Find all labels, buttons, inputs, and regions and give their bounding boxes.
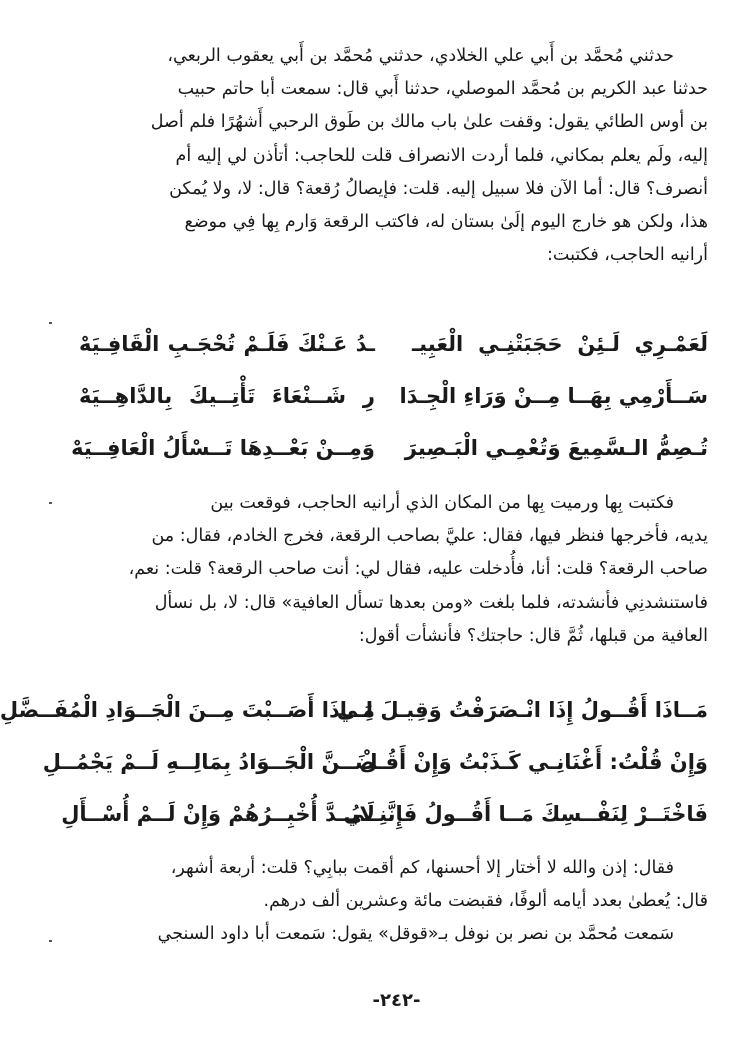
text-line: سَمعت مُحمَّد بن نصر بن نوفل بـ«قوقل» يقول: سَمعت أبا داود السنجي bbox=[157, 924, 674, 945]
text-line: فاستنشدنِي فأنشدته، فلما بلغت «ومن بعدها تسأل العافية» قال: لا، بل نسأل bbox=[154, 592, 708, 613]
text-line: فقال: إذن والله لا أختار إلا أحسنها، كم أقمت ببابِي؟ قلت: أربعة أشهر، bbox=[170, 858, 674, 878]
verse-first-hemistich: وَإِنْ قُلْتُ: أَغْنَانِـي كَـذَبْتُ وَإِنْ أَقُـلْ bbox=[359, 750, 708, 774]
verse-first-hemistich: مَــاذَا أَقُــولُ إِذَا انْـصَرَفْتُ وَقِيـلَ لِـي bbox=[336, 698, 708, 722]
text-line: قال: يُعطىٰ بعدد أيامه ألوفًا، فقبضت مائة وعشرين ألف درهم. bbox=[263, 891, 708, 912]
verse-line bbox=[71, 426, 708, 478]
verse-line bbox=[0, 688, 708, 740]
narration-paragraph-3 bbox=[79, 852, 708, 952]
verse-first-hemistich: لَعَمْـرِي لَـئِنْ حَجَبَتْنِـي الْعَبِيـ bbox=[412, 332, 708, 356]
verse-second-hemistich: مَــاذَا أَصَــبْتَ مِــنَ الْجَــوَادِ الْمُفَــضَّلِ bbox=[0, 698, 375, 722]
poem-1 bbox=[71, 322, 708, 478]
verse-first-hemistich: تُـصِمُّ الـسَّمِيعَ وَتُعْمِـي الْبَـصِيرَ bbox=[404, 436, 708, 460]
verse-second-hemistich: لَابُــدَّ أُخْبِــرُهُمْ وَإِنْ لَــمْ أُسْــأَلِ bbox=[61, 802, 375, 826]
page-number: -٢٤٢- bbox=[372, 990, 421, 1011]
text-line: حدثني مُحمَّد بن أَبي علي الخلادي، حدثني مُحمَّد بن أَبي يعقوب الربعي، bbox=[167, 46, 674, 66]
text-line: العافية من قبلها، ثُمَّ قال: حاجتك؟ فأنشأت أقول: bbox=[358, 625, 708, 646]
verse-second-hemistich: وَمِــنْ بَعْــدِهَا تَــسْأَلُ الْعَافِــيَهْ bbox=[71, 436, 375, 460]
margin-mark bbox=[49, 502, 52, 504]
text-line: بن أوس الطائي يقول: وقفت علىٰ باب مالك بن طَوق الرحبي أَشهُرًا فلم أصل bbox=[150, 112, 708, 133]
text-line: حدثنا عبد الكريم بن مُحمَّد الموصلي، حدثنا أَبي قال: سمعت أبا حاتم حبيب bbox=[177, 79, 708, 100]
text-line: فكتبت بِها ورميت بِها من المكان الذي أرانيه الحاجب، فوقعت بين bbox=[210, 493, 674, 513]
verse-line bbox=[79, 374, 708, 426]
margin-mark bbox=[49, 940, 52, 942]
verse-line bbox=[61, 792, 708, 844]
verse-first-hemistich: فَاخْتَــرْ لِنَفْــسِكَ مَــا أَقُــولُ فَإِنَّنِــي bbox=[343, 802, 708, 826]
text-line: صاحب الرقعة؟ قلت: أنا، فأُدخلت عليه، فقال لي: أنت صاحب الرقعة؟ قلت: نعم، bbox=[128, 559, 708, 580]
verse-line bbox=[42, 740, 708, 792]
verse-line bbox=[79, 322, 708, 374]
verse-first-hemistich: سَــأَرْمِي بِهَــا مِــنْ وَرَاءِ الْجِـدَا bbox=[399, 384, 708, 408]
verse-second-hemistich: ـدُ عَـنْكَ فَلَـمْ تُحْجَـبِ الْقَافِـيَهْ bbox=[79, 332, 375, 356]
margin-mark bbox=[49, 322, 52, 324]
text-line: إليه، ولَم يعلم بمكاني، فلما أردت الانصراف قلت للحاجب: أتأذن لي إليه أم bbox=[175, 145, 708, 166]
text-line: يديه، فأخرجها فنظر فيها، فقال: عليَّ بصاحب الرقعة، فخرج الخادم، فقال: من bbox=[151, 526, 708, 547]
poem-2 bbox=[0, 688, 708, 844]
narration-paragraph-1 bbox=[79, 40, 708, 272]
text-line: أرانيه الحاجب، فكتبت: bbox=[547, 245, 708, 266]
text-line: أنصرف؟ قال: أما الآن فلا سبيل إليه. قلت: فإيصالُ رُقعة؟ قال: لا، ولا يُمكن bbox=[169, 178, 708, 199]
verse-second-hemistich: رِ شَــنْعَاءَ تَأْتِــيكَ بِالدَّاهِــيَهْ bbox=[79, 384, 375, 408]
text-line: هذا، ولكن هو خارج اليوم إلَىٰ بستان له، فاكتب الرقعة وَارم بِها فِي موضع bbox=[184, 212, 708, 233]
verse-second-hemistich: ضَــنَّ الْجَــوَادُ بِمَالِــهِ لَــمْ يَجْمُــلِ bbox=[42, 750, 375, 774]
narration-paragraph-2 bbox=[79, 487, 708, 653]
